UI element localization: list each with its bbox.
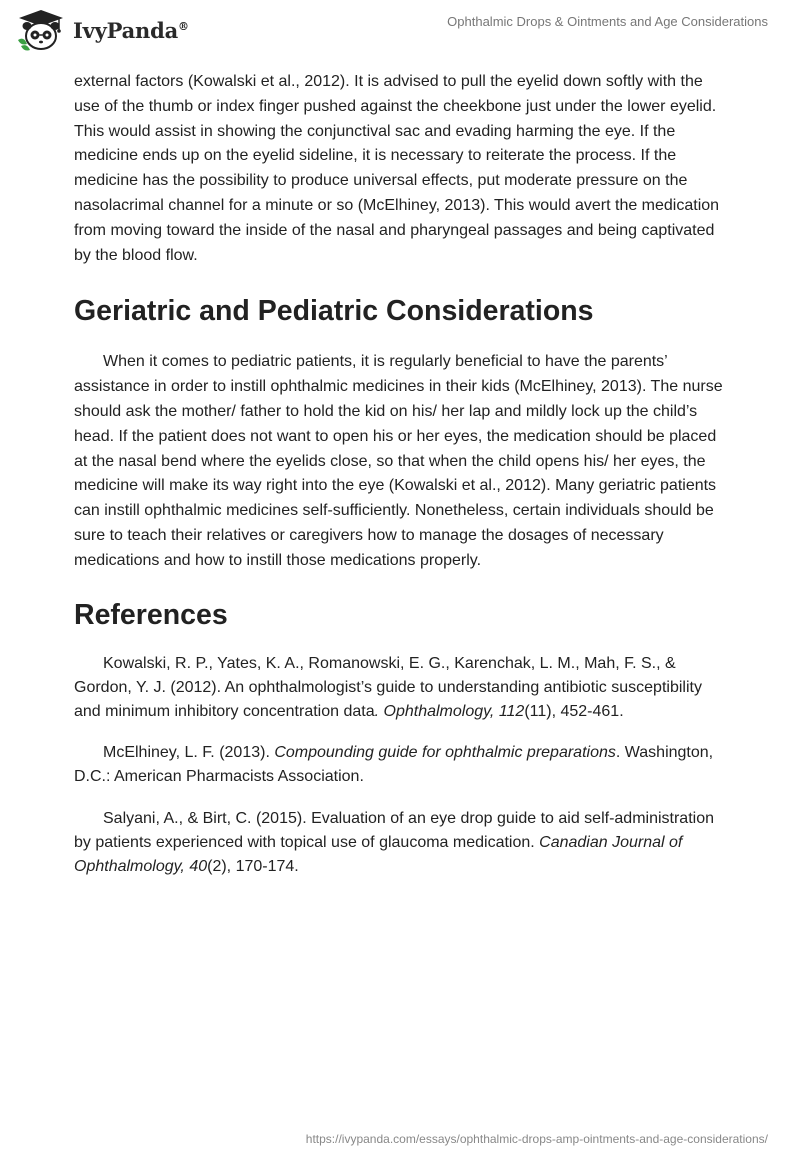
document-body [74,70,728,896]
intro-paragraph: external factors (Kowalski et al., 2012). It is advised to pull the eyelid down softly with the use of the thumb or index finger pushed against the cheekbone just under the lower eyelid. This would assist in showing the conjunctival sac and evading harming the eye. If the medicine ends up on the eyelid sideline, it is necessary to reiterate the process. If the medicine has the possibility to produce universal effects, put moderate pressure on the nasolacrimal channel for a minute or so (McElhiney, 2013). This would avert the medication from moving toward the inside of the nasal and pharyngeal passages and being captivated by the blood flow. [74,73,720,264]
footer-url-link[interactable]: https://ivypanda.com/essays/ophthalmic-drops-amp-ointments-and-age-considerations/ [305,1132,768,1146]
references-heading: References [74,598,228,631]
panda-graduate-icon [15,8,67,52]
reference-item: Salyani, A., & Birt, C. (2015). Evaluation of an eye drop guide to aid self-administration by patients experienced with topical use of glaucoma medication. Canadian Journal of Ophthalmology, 40(2), 170-174. [74,809,714,875]
reference-item: McElhiney, L. F. (2013). Compounding guide for ophthalmic preparations. Washington, D.C.: American Pharmacists Association. [74,744,714,786]
page-header [0,0,800,60]
references-list [74,652,728,880]
reference-item: Kowalski, R. P., Yates, K. A., Romanowski, E. G., Karenchak, L. M., Mah, F. S., & Gordon, Y. J. (2012). An ophthalmologist’s guide to understanding antibiotic susceptibility and minimum inhibitory concentration data. Ophthalmology, 112(11), 452-461. [74,654,702,720]
document-title: Ophthalmic Drops & Ointments and Age Considerations [447,14,768,29]
brand-name: IvyPanda® [73,17,189,43]
section-paragraph: When it comes to pediatric patients, it is regularly beneficial to have the parents’ assistance in order to instill ophthalmic medicines in their kids (McElhiney, 2013). The nurse should ask the mother/ father to hold the kid on his/ her lap and mildly lock up the child’s head. If the patient does not want to open his or her eyes, the medication should be placed at the nasal bend where the eyelids close, so that when the child opens his/ her eyes, the medicine will make its way right into the eye (Kowalski et al., 2012). Many geriatric patients can instill ophthalmic medicines self-sufficiently. Nonetheless, certain individuals should be sure to teach their relatives or caregivers how to manage the dosages of necessary medications and how to instill those medications properly. [74,353,723,569]
ivypanda-logo[interactable] [15,8,189,52]
section-heading: Geriatric and Pediatric Considerations [74,295,594,328]
